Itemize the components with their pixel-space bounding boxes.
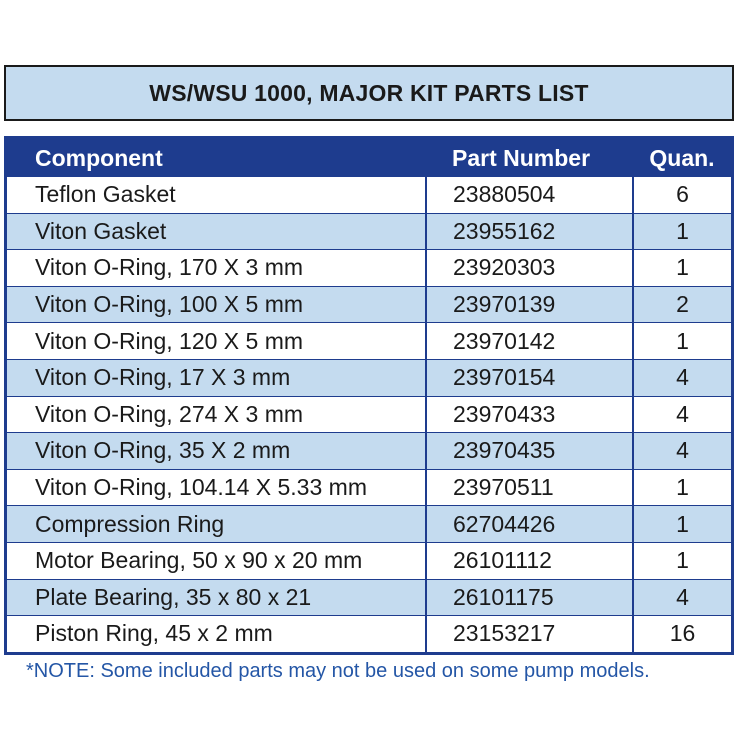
cell-part-number: 23970433 [426, 396, 633, 433]
cell-part-number: 23970139 [426, 286, 633, 323]
cell-quantity: 1 [633, 250, 731, 287]
cell-component: Piston Ring, 45 x 2 mm [7, 616, 426, 652]
cell-component: Compression Ring [7, 506, 426, 543]
table-row [7, 396, 731, 433]
cell-quantity: 1 [633, 213, 731, 250]
parts-table [7, 139, 731, 652]
cell-quantity: 1 [633, 323, 731, 360]
cell-part-number: 26101112 [426, 542, 633, 579]
table-row [7, 433, 731, 470]
cell-component: Viton O-Ring, 35 X 2 mm [7, 433, 426, 470]
table-row [7, 506, 731, 543]
table-header [7, 139, 731, 177]
cell-component: Viton O-Ring, 104.14 X 5.33 mm [7, 469, 426, 506]
header-row [7, 139, 731, 177]
table-row [7, 323, 731, 360]
cell-component: Viton O-Ring, 100 X 5 mm [7, 286, 426, 323]
cell-quantity: 4 [633, 359, 731, 396]
cell-part-number: 23153217 [426, 616, 633, 652]
table-row [7, 469, 731, 506]
footnote: *NOTE: Some included parts may not be used on some pump models. [26, 660, 650, 682]
cell-quantity: 1 [633, 469, 731, 506]
cell-part-number: 62704426 [426, 506, 633, 543]
cell-quantity: 1 [633, 542, 731, 579]
table-row [7, 616, 731, 652]
cell-component: Teflon Gasket [7, 177, 426, 213]
cell-part-number: 23970154 [426, 359, 633, 396]
cell-component: Plate Bearing, 35 x 80 x 21 [7, 579, 426, 616]
cell-component: Viton O-Ring, 17 X 3 mm [7, 359, 426, 396]
table-row [7, 250, 731, 287]
cell-quantity: 1 [633, 506, 731, 543]
cell-component: Viton O-Ring, 120 X 5 mm [7, 323, 426, 360]
table-row [7, 286, 731, 323]
cell-quantity: 4 [633, 433, 731, 470]
cell-part-number: 23970435 [426, 433, 633, 470]
cell-component: Motor Bearing, 50 x 90 x 20 mm [7, 542, 426, 579]
column-header-part-number: Part Number [426, 139, 633, 177]
cell-quantity: 2 [633, 286, 731, 323]
cell-part-number: 26101175 [426, 579, 633, 616]
table-row [7, 579, 731, 616]
table-row [7, 177, 731, 213]
cell-quantity: 16 [633, 616, 731, 652]
cell-component: Viton O-Ring, 274 X 3 mm [7, 396, 426, 433]
cell-part-number: 23970511 [426, 469, 633, 506]
column-header-component: Component [7, 139, 426, 177]
cell-quantity: 6 [633, 177, 731, 213]
cell-part-number: 23880504 [426, 177, 633, 213]
table-body [7, 177, 731, 652]
cell-quantity: 4 [633, 396, 731, 433]
page-title: WS/WSU 1000, MAJOR KIT PARTS LIST [149, 79, 589, 106]
cell-component: Viton Gasket [7, 213, 426, 250]
table-row [7, 359, 731, 396]
cell-quantity: 4 [633, 579, 731, 616]
column-header-quantity: Quan. [633, 139, 731, 177]
table-row [7, 542, 731, 579]
cell-part-number: 23955162 [426, 213, 633, 250]
table-row [7, 213, 731, 250]
cell-part-number: 23920303 [426, 250, 633, 287]
parts-table-container [4, 136, 734, 655]
cell-part-number: 23970142 [426, 323, 633, 360]
cell-component: Viton O-Ring, 170 X 3 mm [7, 250, 426, 287]
title-banner [4, 65, 734, 121]
